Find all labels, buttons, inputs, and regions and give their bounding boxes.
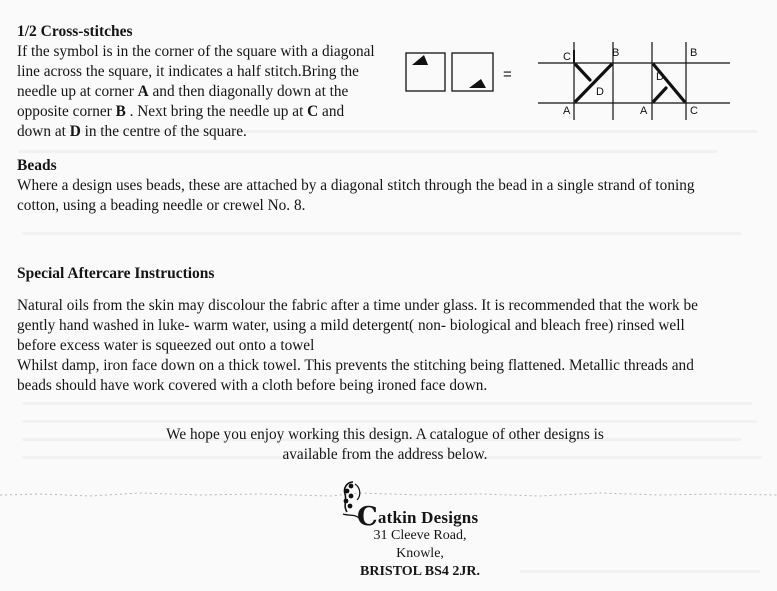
half-stitch-text bbox=[17, 42, 397, 142]
show-through-mark bbox=[22, 402, 752, 405]
letter-c: C bbox=[690, 105, 698, 117]
text-run: down at bbox=[17, 123, 70, 140]
text-run: needle up at corner bbox=[17, 83, 138, 100]
beads-section bbox=[17, 156, 767, 216]
aftercare-line: before excess water is squeezed out onto a towel bbox=[17, 337, 315, 354]
show-through-mark bbox=[520, 570, 760, 573]
torn-paper-edge bbox=[0, 486, 777, 502]
closing-line: We hope you enjoy working this design. A catalogue of other designs is bbox=[166, 426, 604, 443]
text-run: . Next bring the needle up at bbox=[125, 103, 308, 120]
beads-text bbox=[17, 176, 767, 216]
corner-d-label: D bbox=[69, 123, 81, 140]
half-stitch-heading: 1/2 Cross-stitches bbox=[17, 23, 133, 40]
half-stitch-line: If the symbol is in the corner of the square with a diagonal bbox=[17, 43, 375, 60]
company-name-rest: atkin Designs bbox=[377, 508, 479, 527]
address-line: Knowle, bbox=[396, 546, 444, 561]
corner-a-label: A bbox=[137, 83, 149, 100]
beads-line: Where a design uses beads, these are attached by a diagonal stitch through the bead in a single strand of toning bbox=[17, 177, 695, 194]
aftercare-text bbox=[17, 296, 767, 396]
show-through-mark bbox=[22, 232, 742, 235]
address-line: BRISTOL BS4 2JR. bbox=[360, 564, 480, 579]
aftercare-section bbox=[17, 264, 767, 396]
aftercare-heading: Special Aftercare Instructions bbox=[17, 265, 215, 282]
company-address bbox=[300, 527, 540, 581]
cross-stitch-marks bbox=[576, 65, 684, 101]
beads-line: cotton, using a beading needle or crewel No. 8. bbox=[17, 197, 306, 214]
text-run: opposite corner bbox=[17, 103, 116, 120]
aftercare-line: gently hand washed in luke- warm water, using a mild detergent( non- biological and bleach free) rinsed well bbox=[17, 317, 685, 334]
address-line: 31 Cleeve Road, bbox=[373, 528, 467, 543]
symbol-square bbox=[452, 53, 493, 91]
half-stitch-line: line across the square, it indicates a half stitch.Bring the bbox=[17, 63, 359, 80]
half-stitch-diagram bbox=[402, 36, 742, 126]
company-initial: C bbox=[357, 502, 378, 532]
show-through-mark bbox=[22, 420, 757, 423]
letter-d: D bbox=[656, 71, 664, 83]
triangle-corner-icon bbox=[469, 79, 486, 88]
corner-b-label: B bbox=[115, 103, 126, 120]
letter-a: A bbox=[563, 105, 571, 117]
beads-heading: Beads bbox=[17, 157, 57, 174]
triangle-corner-icon bbox=[412, 55, 428, 65]
symbol-square bbox=[406, 53, 445, 91]
corner-c-label: C bbox=[307, 103, 319, 120]
aftercare-line: Whilst damp, iron face down on a thick towel. This prevents the stitching being flattened. Metallic threads and bbox=[17, 357, 694, 374]
aftercare-line: Natural oils from the skin may discolour the fabric after a time under glass. It is recommended that the work be bbox=[17, 297, 698, 314]
text-run: in the centre of the square. bbox=[80, 123, 247, 140]
corner-letters bbox=[563, 47, 698, 117]
letter-d: D bbox=[596, 86, 604, 98]
closing-note bbox=[100, 425, 670, 465]
aftercare-line: beads should have work covered with a cloth before being ironed face down. bbox=[17, 377, 488, 394]
letter-a: A bbox=[640, 105, 648, 117]
letter-b: B bbox=[690, 47, 698, 59]
text-run: and bbox=[318, 103, 345, 120]
half-stitch-line bbox=[17, 122, 397, 142]
equals-sign: = bbox=[503, 66, 512, 83]
letter-b: B bbox=[612, 47, 620, 59]
half-stitch-line bbox=[17, 82, 397, 102]
closing-line: available from the address below. bbox=[282, 446, 488, 463]
half-stitch-section bbox=[17, 22, 397, 142]
show-through-mark bbox=[18, 150, 718, 153]
text-run: and then diagonally down at the bbox=[148, 83, 349, 100]
half-stitch-line bbox=[17, 102, 397, 122]
letter-c: C bbox=[563, 51, 571, 63]
